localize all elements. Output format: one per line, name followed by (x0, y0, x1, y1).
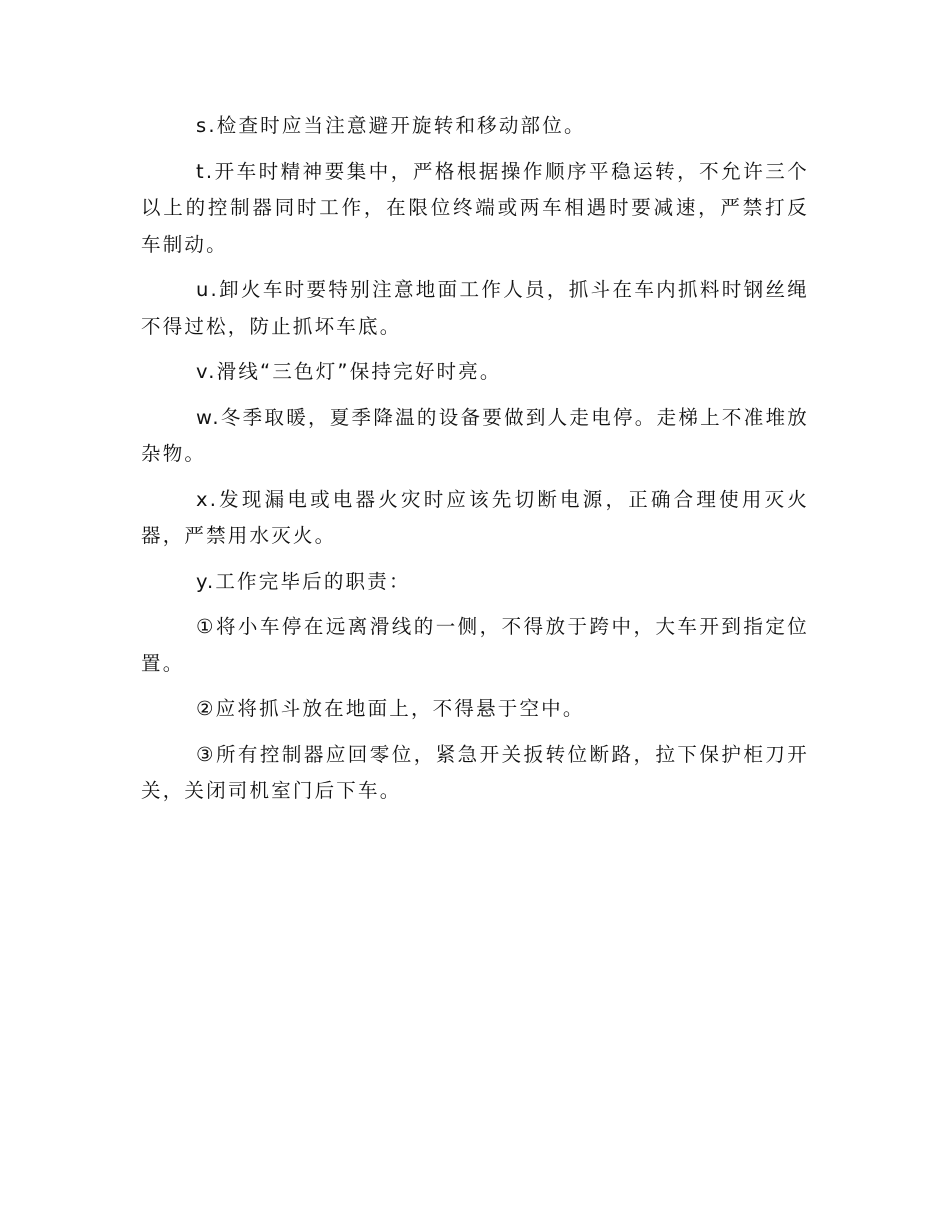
paragraph-w: w.冬季取暖，夏季降温的设备要做到人走电停。走梯上不准堆放杂物。 (141, 405, 809, 465)
list-item-2: ②应将抓斗放在地面上，不得悬于空中。 (196, 697, 585, 720)
document-body (141, 108, 809, 819)
list-item-1: ①将小车停在远离滑线的一侧，不得放于跨中，大车开到指定位置。 (141, 615, 809, 675)
paragraph-v: v.滑线“三色灯”保持完好时亮。 (196, 360, 502, 383)
paragraph-y: y.工作完毕后的职责： (196, 569, 411, 593)
list-item-3: ③所有控制器应回零位，紧急开关扳转位断路，拉下保护柜刀开关，关闭司机室门后下车。 (141, 742, 809, 802)
paragraph-u: u.卸火车时要特别注意地面工作人员，抓斗在车内抓料时钢丝绳不得过松，防止抓坏车底。 (141, 278, 809, 338)
paragraph-x: x.发现漏电或电器火灾时应该先切断电源，正确合理使用灭火器，严禁用水灭火。 (141, 487, 809, 547)
paragraph-t: t.开车时精神要集中，严格根据操作顺序平稳运转，不允许三个以上的控制器同时工作，在限位终端或两车相遇时要减速，严禁打反车制动。 (141, 159, 809, 256)
paragraph-s: s.检查时应当注意避开旋转和移动部位。 (196, 114, 586, 137)
